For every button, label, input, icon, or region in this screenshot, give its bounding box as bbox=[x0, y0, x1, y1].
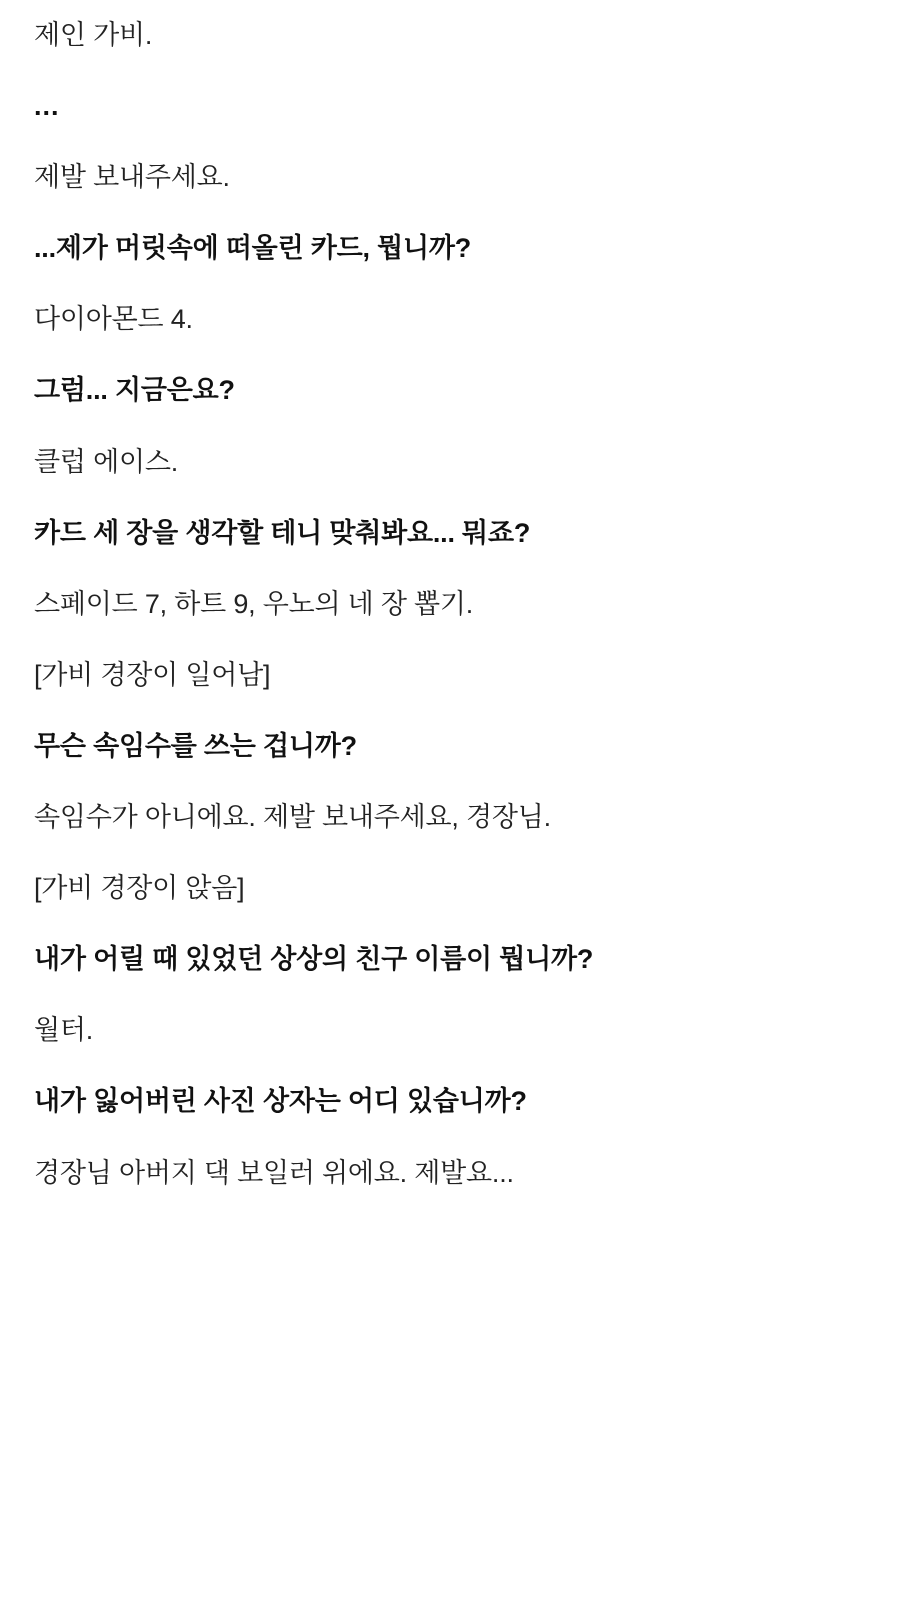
transcript-line: ... bbox=[34, 91, 60, 122]
transcript-line: 속임수가 아니에요. 제발 보내주세요, 경장님. bbox=[34, 802, 551, 833]
transcript-line: 제인 가비. bbox=[34, 20, 153, 50]
transcript-stage-direction: [가비 경장이 앉음] bbox=[34, 873, 245, 904]
transcript-line: 내가 어릴 때 있었던 상상의 친구 이름이 뭡니까? bbox=[34, 944, 594, 975]
transcript-line: 제발 보내주세요. bbox=[34, 162, 230, 193]
transcript-line: 무슨 속임수를 쓰는 겁니까? bbox=[34, 730, 357, 761]
transcript-line: 카드 세 장을 생각할 테니 맞춰봐요... 뭐죠? bbox=[34, 517, 531, 548]
transcript-line: 내가 잃어버린 사진 상자는 어디 있습니까? bbox=[34, 1086, 527, 1117]
transcript-line: 스페이드 7, 하트 9, 우노의 네 장 뽑기. bbox=[34, 588, 474, 619]
transcript-line: 클럽 에이스. bbox=[34, 446, 179, 477]
transcript-stage-direction: [가비 경장이 일어남] bbox=[34, 659, 271, 690]
transcript-line: 월터. bbox=[34, 1015, 94, 1046]
transcript-line: 다이아몬드 4. bbox=[34, 304, 193, 335]
transcript-line: 그럼... 지금은요? bbox=[34, 375, 235, 406]
transcript-line: ...제가 머릿속에 떠올린 카드, 뭡니까? bbox=[34, 233, 472, 264]
transcript-line: 경장님 아버지 댁 보일러 위에요. 제발요... bbox=[34, 1157, 514, 1188]
